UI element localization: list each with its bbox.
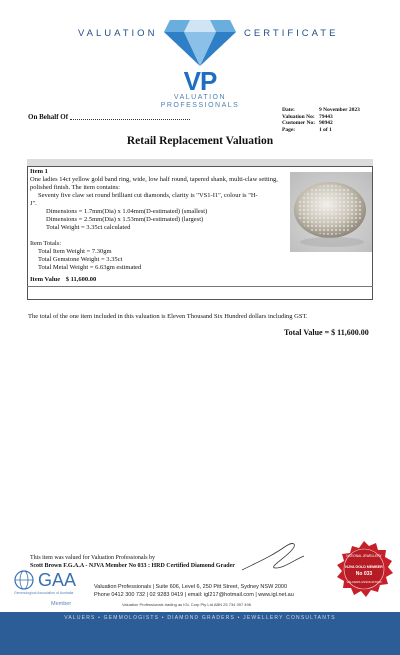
gaa-member-label: Member (51, 601, 72, 607)
meta-label: Valuation No: (282, 113, 315, 120)
njva-seal-icon (334, 540, 394, 600)
valuation-meta-table (282, 107, 364, 133)
meta-row-customer-no (282, 120, 364, 127)
logo-subtitle-2: PROFESSIONALS (160, 102, 240, 109)
meta-row-date (282, 107, 364, 114)
header-valuation-word: VALUATION (78, 28, 158, 39)
gst-statement: The total of the one item included in this valuation is Eleven Thousand Six Hundred dollars including GST. (28, 313, 308, 320)
seal-top-text: NATIONAL JEWELLERY (346, 554, 382, 558)
item-total-item-weight: Total Item Weight = 7.30gm (38, 248, 112, 255)
item-dimensions-largest: Dimensions = 2.5mm(Dia) x 1.53mm(D-estimated) (largest) (46, 216, 204, 223)
contact-phone-email: Phone 0412 300 732 | 02 9283 0419 | email: igl217@hotmail.com | www.igl.net.au (94, 592, 294, 598)
item-value-amount: $ 11,600.00 (65, 276, 97, 283)
on-behalf-of-line (70, 119, 190, 120)
footer-tagline: VALUERS • GEMMOLOGISTS • DIAMOND GRADERS • JEWELLERY CONSULTANTS (64, 615, 336, 621)
meta-label: Page: (282, 126, 296, 133)
item-total-metal-weight: Total Metal Weight = 6.63gm estimated (38, 264, 142, 271)
logo-letters: VP (183, 66, 217, 96)
meta-value: 9 November 2023 (319, 107, 360, 113)
meta-label: Date: (282, 107, 295, 113)
valuer-line-1: This item was valued for Valuation Professionals by (30, 555, 156, 561)
item-totals-heading: Item Totals: (30, 240, 62, 247)
item-dimensions-smallest: Dimensions = 1.7mm(Dia) x 1.04mm(D-estimated) (smallest) (46, 208, 208, 215)
item-heading: Item 1 (30, 168, 48, 175)
item-description: One ladies 14ct yellow gold band ring, wide, low half round, tapered shank, multi-claw setting, polished finish. The item contains: (30, 176, 278, 191)
total-value: Total Value = $ 11,600.00 (284, 328, 369, 337)
meta-value: 90942 (319, 120, 333, 127)
signature-graphic (238, 538, 308, 578)
meta-row-valuation-no (282, 114, 364, 121)
seal-middle-text: NJVA GOLD MEMBER (345, 565, 383, 569)
meta-value: 79443 (319, 113, 333, 120)
contact-address: Valuation Professionals | Suite 606, Level 6, 250 Pitt Street, Sydney NSW 2000 (94, 584, 288, 590)
on-behalf-of-label: On Behalf Of (28, 113, 69, 121)
item-value-row (30, 276, 96, 284)
header-certificate-word: CERTIFICATE (244, 28, 339, 39)
gaa-abbr: GAA (38, 570, 77, 590)
logo-subtitle-1: VALUATION (173, 94, 227, 101)
document-title: Retail Replacement Valuation (126, 135, 274, 147)
item-total-gemstone-weight: Total Gemstone Weight = 3.35ct (38, 256, 123, 263)
valuer-line-2: Scott Brown F.G.A.A - NJVA Member No 033 : HRD Certified Diamond Grader (30, 562, 235, 569)
meta-value: 1 of 1 (319, 126, 332, 133)
item-stones-line-2: J". (30, 200, 37, 207)
trading-name: Valuation Professionals trading as IGL Corp Pty Ltd ABN 25 734 397 496 (122, 602, 251, 607)
item-stones-line-1: Seventy five claw set round brilliant cut diamonds, clarity is "VS1-I1", colour is "H- (38, 192, 258, 199)
valuer-statement (30, 555, 235, 570)
item-total-weight: Total Weight = 3.35ct calculated (46, 224, 131, 231)
contact-block (94, 583, 294, 599)
seal-bottom-text: VALUERS ASSOCIATION (346, 580, 382, 584)
item-value-divider (27, 286, 373, 287)
meta-label: Customer No: (282, 120, 316, 127)
seal-number-text: No 033 (355, 571, 373, 577)
meta-row-page (282, 127, 364, 134)
item-value-label: Item Value (30, 276, 61, 283)
gaa-full-name: Gemmological Association of Australia (14, 591, 74, 595)
globe-icon (14, 570, 34, 590)
ring-photo (290, 172, 372, 252)
